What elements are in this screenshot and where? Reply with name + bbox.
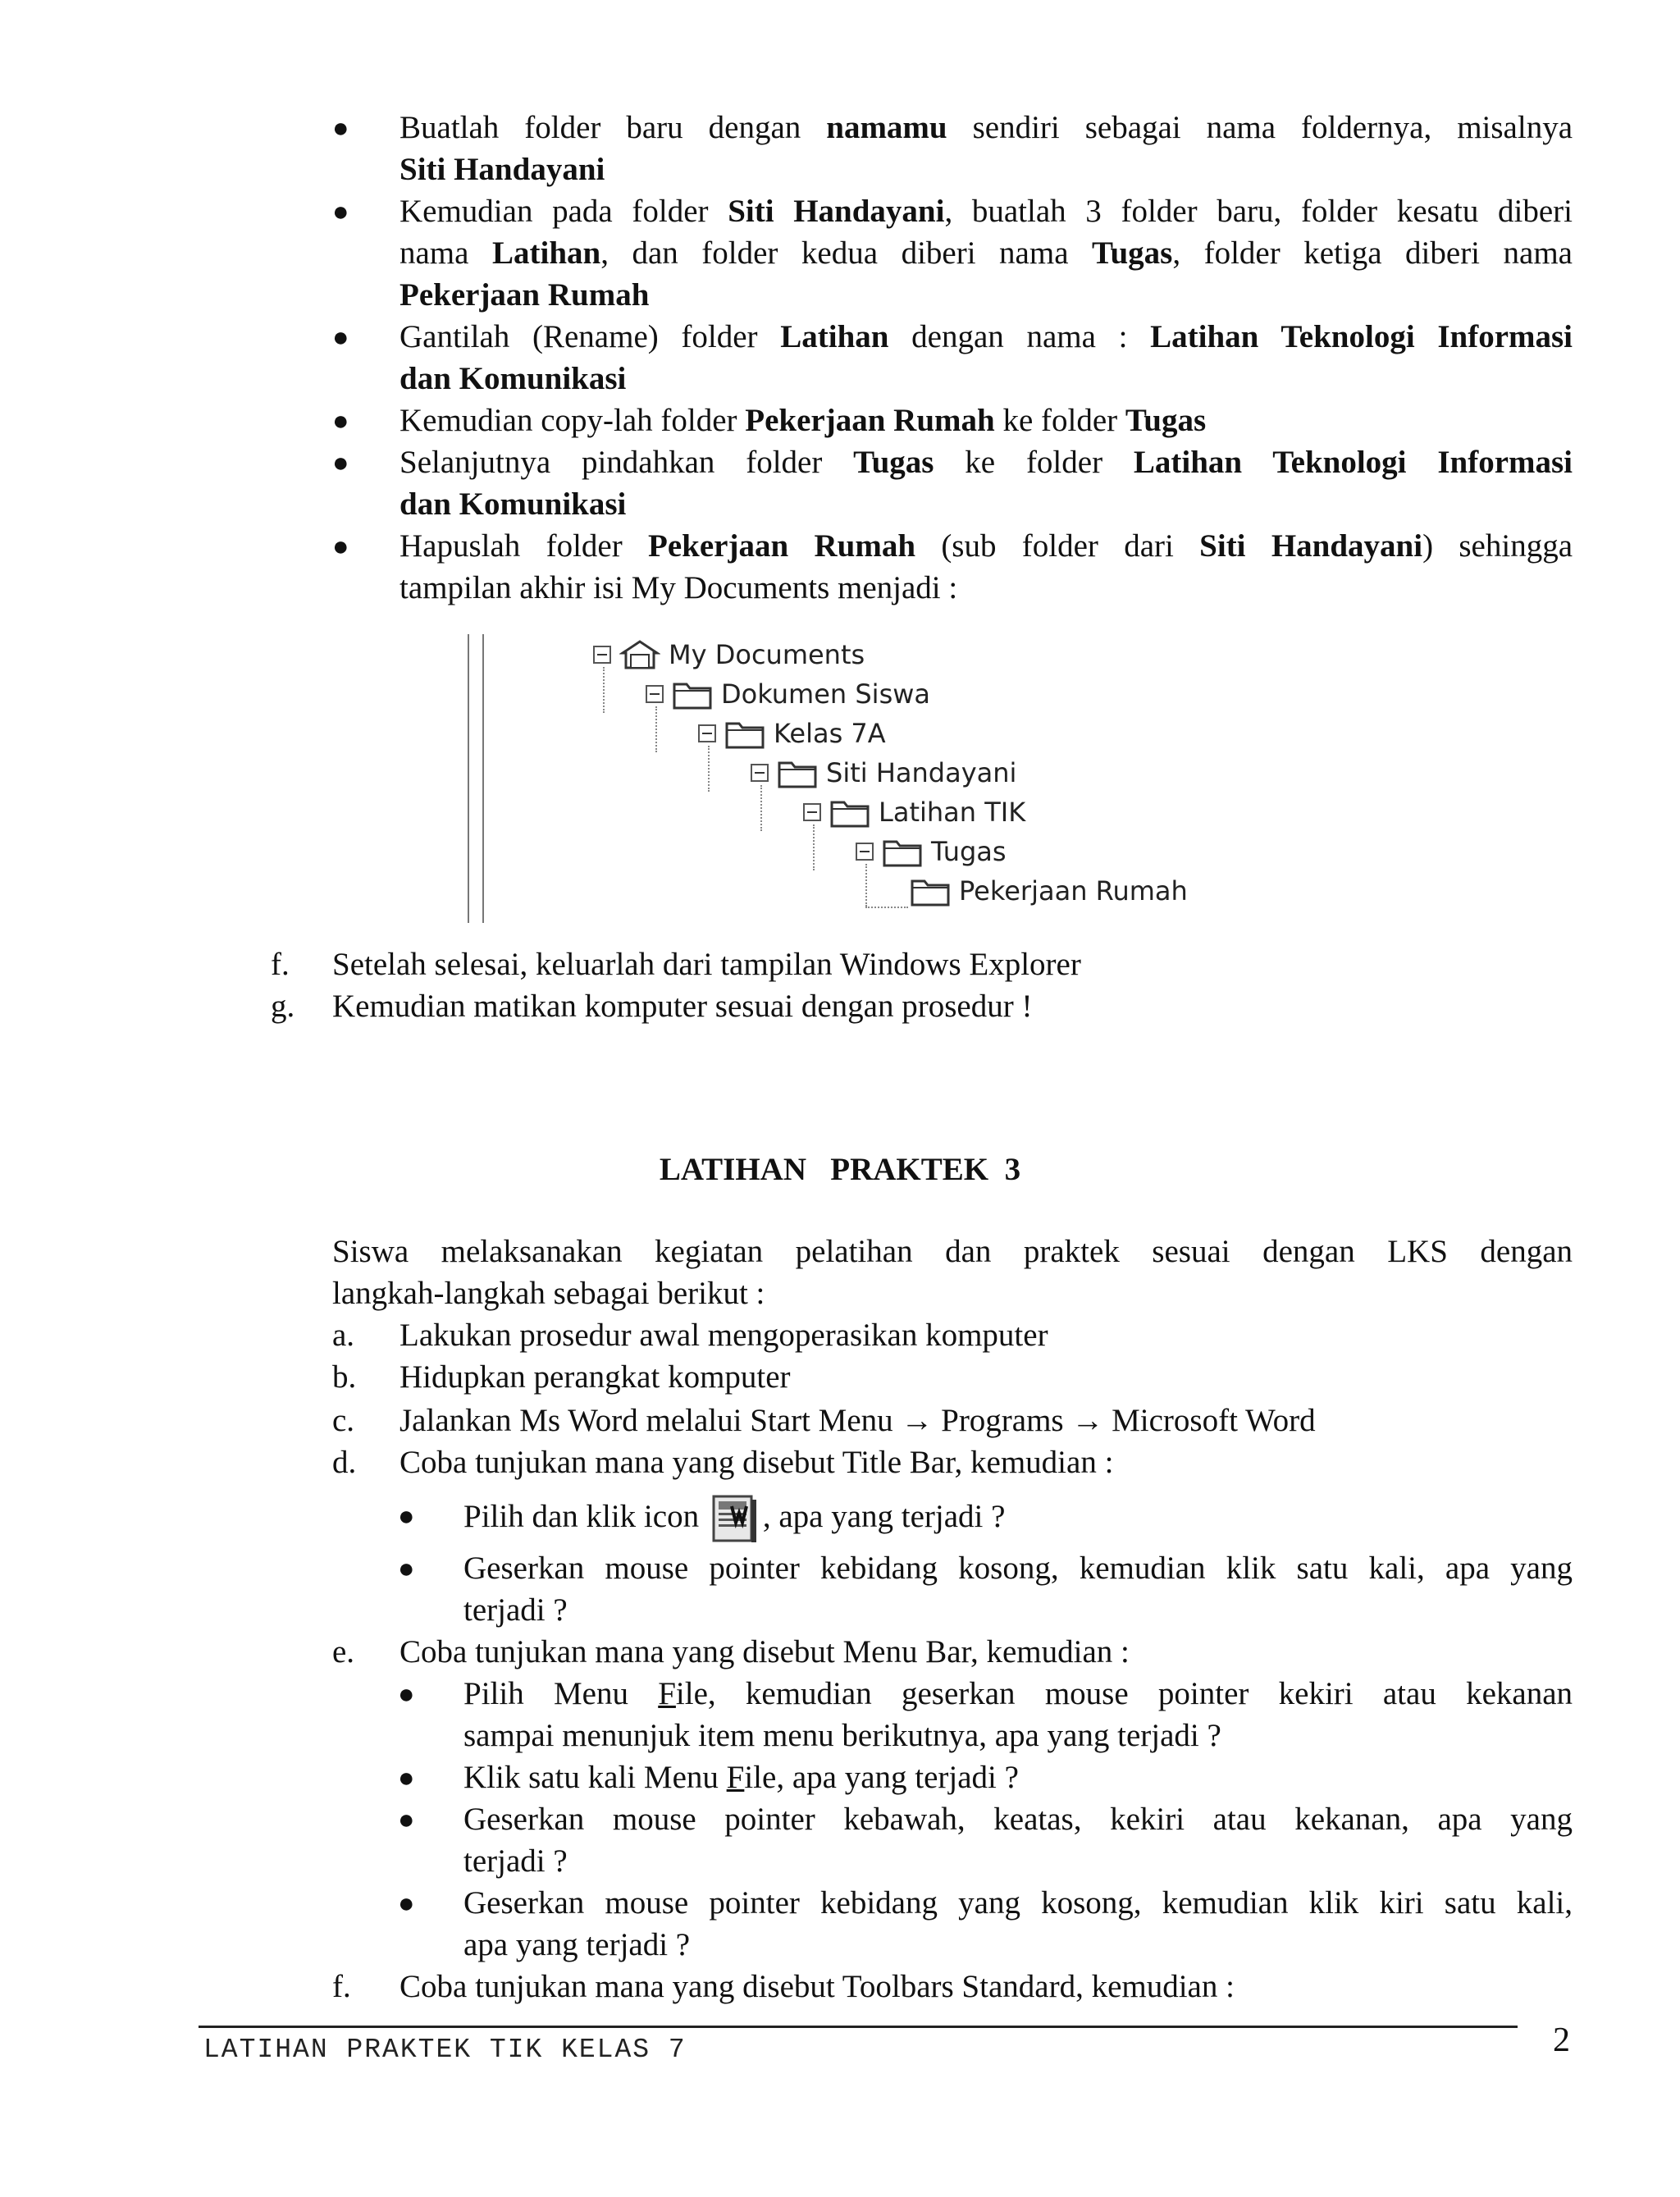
step-marker: b. [332,1359,357,1395]
list-item-cont: Siti Handayani [399,152,605,187]
tree-node-dokumen-siswa[interactable] [646,675,930,713]
footer-title: LATIHAN PRAKTEK TIK KELAS 7 [203,2035,687,2065]
list-item: Selanjutnya pindahkan folder Tugas ke folder Latihan Teknologi Informasi [399,445,1573,480]
collapse-icon[interactable] [803,803,821,821]
folder-icon [882,835,923,868]
collapse-icon[interactable] [751,764,769,782]
step-marker: c. [332,1403,355,1438]
folder-icon [829,796,870,829]
list-item-cont: nama Latihan, dan folder kedua diberi nama Tugas, folder ketiga diberi nama [399,235,1573,271]
list-item: Kemudian copy-lah folder Pekerjaan Rumah ke folder Tugas [399,403,1207,438]
bullet-icon: ● [332,406,349,436]
tree-connector [655,706,657,752]
step-text: Coba tunjukan mana yang disebut Toolbars Standard, kemudian : [399,1969,1235,2004]
tree-connector [865,907,908,908]
list-item: Pilih Menu File, kemudian geserkan mouse pointer kekiri atau kekanan [463,1676,1573,1711]
folder-icon [724,717,765,750]
bullet-icon: ● [332,322,349,353]
collapse-icon[interactable] [593,646,611,664]
section-heading: LATIHAN PRAKTEK 3 [659,1152,1021,1187]
bullet-icon: ● [332,532,349,562]
tree-node-my-documents[interactable] [593,636,865,674]
step-marker: e. [332,1634,355,1669]
intro-line: langkah-langkah sebagai berikut : [332,1276,765,1311]
my-documents-icon [619,638,660,671]
tree-node-latihan-tik[interactable] [803,793,1025,831]
tree-node-label: Latihan TIK [879,797,1026,828]
list-item-cont: apa yang terjadi ? [463,1927,691,1962]
bullet-icon: ● [398,1889,415,1919]
tree-node-kelas-7a[interactable] [698,715,886,752]
collapse-icon[interactable] [698,724,716,742]
collapse-icon[interactable] [856,843,874,861]
list-item-cont: tampilan akhir isi My Documents menjadi : [399,570,958,605]
tree-connector [813,824,815,870]
tree-node-label: My Documents [669,639,865,670]
list-item-cont: terjadi ? [463,1592,568,1628]
step-marker: d. [332,1445,357,1480]
list-item: Geserkan mouse pointer kebidang kosong, kemudian klik satu kali, apa yang [463,1551,1573,1586]
tree-node-label: Siti Handayani [826,757,1017,788]
tree-connector [603,667,605,713]
list-item-cont: dan Komunikasi [399,486,627,522]
step-text: Jalankan Ms Word melalui Start Menu → Programs → Microsoft Word [399,1403,1316,1438]
list-item-cont: dan Komunikasi [399,361,627,396]
tree-node-label: Pekerjaan Rumah [959,875,1188,907]
bullet-icon: ● [332,113,349,144]
tree-border-line [468,634,469,923]
bullet-icon: ● [332,448,349,478]
folder-icon [777,756,818,789]
list-item-cont: terjadi ? [463,1843,568,1879]
bullet-icon: ● [398,1763,415,1793]
tree-node-label: Dokumen Siswa [721,678,931,710]
step-marker: f. [332,1969,351,2004]
bullet-icon: ● [398,1501,415,1532]
intro-line: Siswa melaksanakan kegiatan pelatihan dan praktek sesuai dengan LKS dengan [332,1234,1573,1269]
list-item: Buatlah folder baru dengan namamu sendiri sebagai nama foldernya, misalnya [399,110,1573,145]
step-text: Coba tunjukan mana yang disebut Title Bar, kemudian : [399,1445,1114,1480]
list-item: Klik satu kali Menu File, apa yang terjadi ? [463,1760,1019,1795]
step-text: Setelah selesai, keluarlah dari tampilan Windows Explorer [332,947,1081,982]
folder-icon [672,678,713,710]
step-marker: g. [271,989,295,1024]
tree-connector [708,746,710,792]
list-item: Geserkan mouse pointer kebidang yang kosong, kemudian klik kiri satu kali, [463,1885,1573,1921]
bullet-icon: ● [398,1679,415,1710]
ms-word-icon [712,1495,758,1544]
tree-connector [760,785,762,831]
tree-node-label: Tugas [931,836,1007,867]
footer-divider [199,2026,1518,2028]
list-item-cont: sampai menunjuk item menu berikutnya, apa yang terjadi ? [463,1718,1221,1753]
list-item: Gantilah (Rename) folder Latihan dengan nama : Latihan Teknologi Informasi [399,319,1573,354]
step-text: Lakukan prosedur awal mengoperasikan komputer [399,1318,1048,1353]
folder-icon [910,875,951,907]
step-text: Coba tunjukan mana yang disebut Menu Bar, kemudian : [399,1634,1130,1669]
step-marker: a. [332,1318,355,1353]
bullet-icon: ● [332,197,349,227]
step-marker: f. [271,947,290,982]
collapse-icon[interactable] [646,685,664,703]
tree-node-label: Kelas 7A [774,718,886,749]
step-text: Kemudian matikan komputer sesuai dengan prosedur ! [332,989,1033,1024]
step-text: Hidupkan perangkat komputer [399,1359,791,1395]
bullet-icon: ● [398,1805,415,1835]
tree-node-pekerjaan-rumah[interactable] [910,872,1188,910]
bullet-icon: ● [398,1554,415,1584]
folder-tree-figure [459,634,1280,923]
list-item: Hapuslah folder Pekerjaan Rumah (sub folder dari Siti Handayani) sehingga [399,528,1573,564]
tree-border-line [482,634,484,923]
list-item-cont: Pekerjaan Rumah [399,277,650,313]
tree-node-siti-handayani[interactable] [751,754,1016,792]
list-item: Pilih dan klik icon , apa yang terjadi ? [463,1495,1005,1544]
list-item: Geserkan mouse pointer kebawah, keatas, kekiri atau kekanan, apa yang [463,1802,1573,1837]
list-item: Kemudian pada folder Siti Handayani, buatlah 3 folder baru, folder kesatu diberi [399,194,1573,229]
page-number: 2 [1553,2021,1570,2059]
tree-node-tugas[interactable] [856,833,1007,870]
